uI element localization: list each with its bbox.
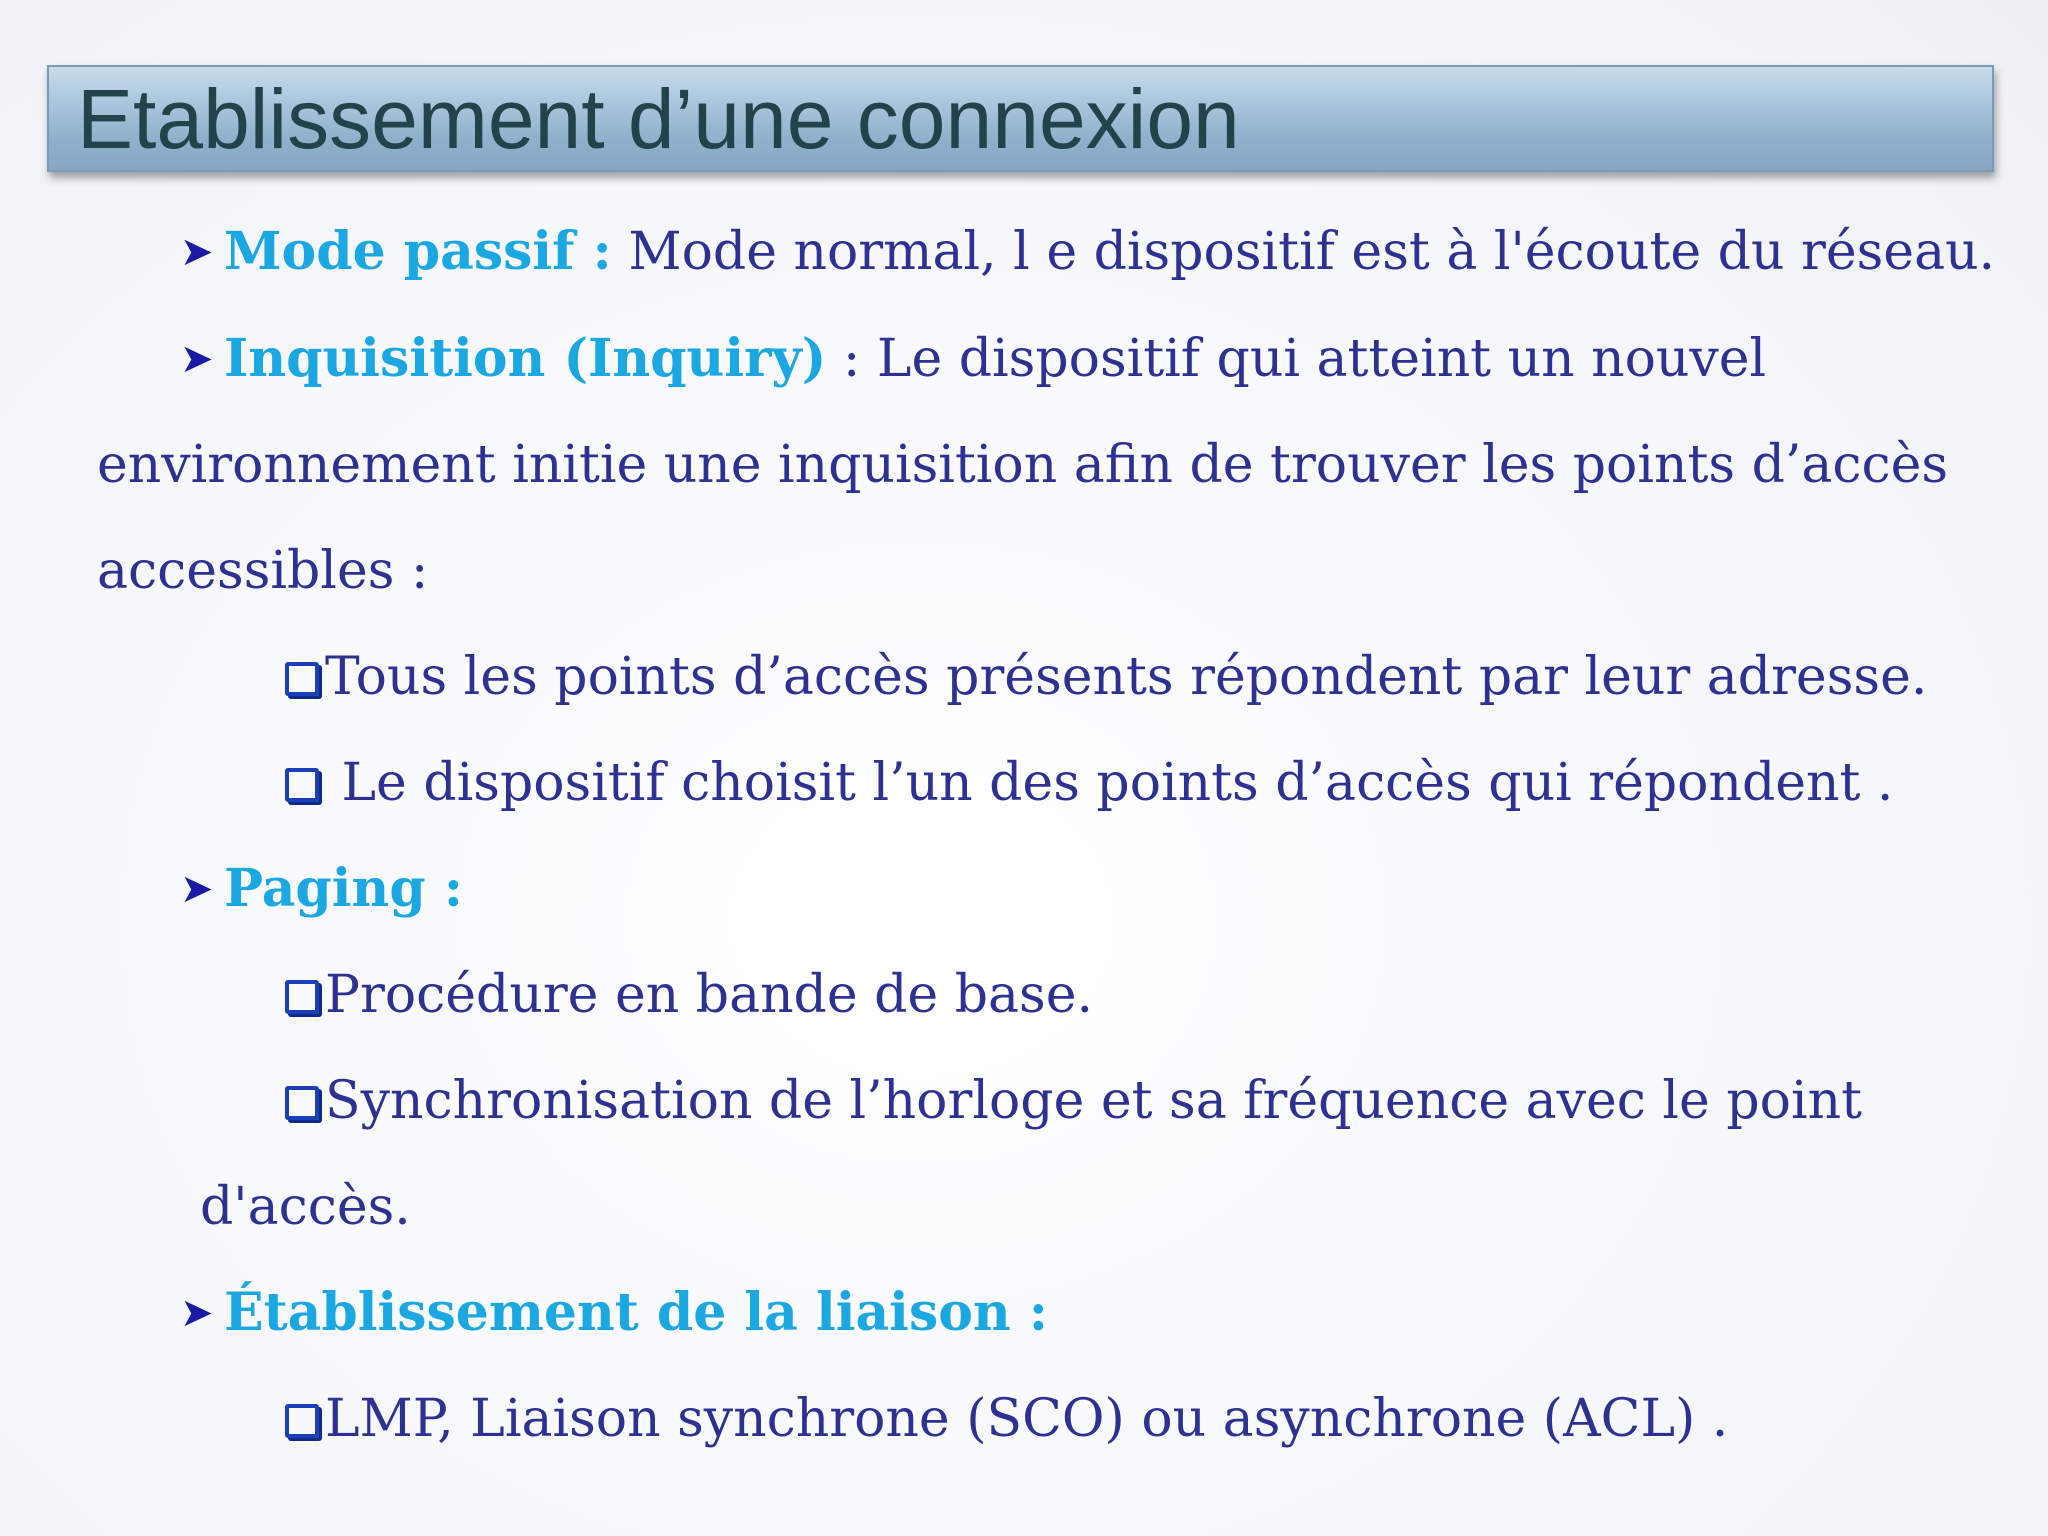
arrow-bullet-icon: ➤ <box>180 336 214 382</box>
slide-title: Etablissement d’une connexion <box>77 72 1240 166</box>
sub-text-inquisition-2: Le dispositif choisit l’un des points d’accès qui répondent . <box>325 753 1894 813</box>
sub-bullet-paging-1 <box>285 963 1093 1027</box>
sub-text-paging-2-line1: Synchronisation de l’horloge et sa fréquence avec le point <box>325 1071 1862 1131</box>
keyword-mode-passif: Mode passif : <box>224 221 612 282</box>
bullet-etablissement <box>180 1281 1048 1345</box>
sub-text-inquisition-1: Tous les points d’accès présents répondent par leur adresse. <box>325 647 1928 707</box>
sub-bullet-etablissement-1 <box>285 1387 1728 1451</box>
keyword-etablissement: Établissement de la liaison : <box>224 1282 1049 1343</box>
sub-bullet-inquisition-1 <box>285 645 1927 709</box>
sub-text-etablissement-1: LMP, Liaison synchrone (SCO) ou asynchrone (ACL) . <box>325 1389 1729 1449</box>
title-bar <box>47 65 1994 172</box>
bullet-inquisition <box>180 327 1766 391</box>
checkbox-bullet-icon <box>285 768 319 802</box>
sub-bullet-inquisition-2 <box>285 751 1893 815</box>
checkbox-bullet-icon <box>285 1404 319 1438</box>
checkbox-bullet-icon <box>285 662 319 696</box>
keyword-inquisition: Inquisition (Inquiry) <box>224 328 827 389</box>
sub-text-paging-2-line2: d'accès. <box>200 1177 411 1237</box>
text-inquisition-line3: accessibles : <box>97 541 429 601</box>
sub-bullet-paging-2 <box>285 1069 1862 1133</box>
keyword-paging: Paging : <box>224 858 463 919</box>
arrow-bullet-icon: ➤ <box>180 866 214 912</box>
sub-text-paging-1: Procédure en bande de base. <box>325 965 1094 1025</box>
text-mode-passif: Mode normal, l e dispositif est à l'écoute du réseau. <box>611 222 1996 282</box>
text-inquisition-line1: : Le dispositif qui atteint un nouvel <box>826 329 1767 389</box>
arrow-bullet-icon: ➤ <box>180 1290 214 1336</box>
bullet-paging <box>180 857 463 921</box>
checkbox-bullet-icon <box>285 1086 319 1120</box>
checkbox-bullet-icon <box>285 980 319 1014</box>
arrow-bullet-icon: ➤ <box>180 229 214 275</box>
text-inquisition-line2: environnement initie une inquisition afin de trouver les points d’accès <box>97 435 1949 495</box>
bullet-mode-passif <box>180 220 1995 284</box>
